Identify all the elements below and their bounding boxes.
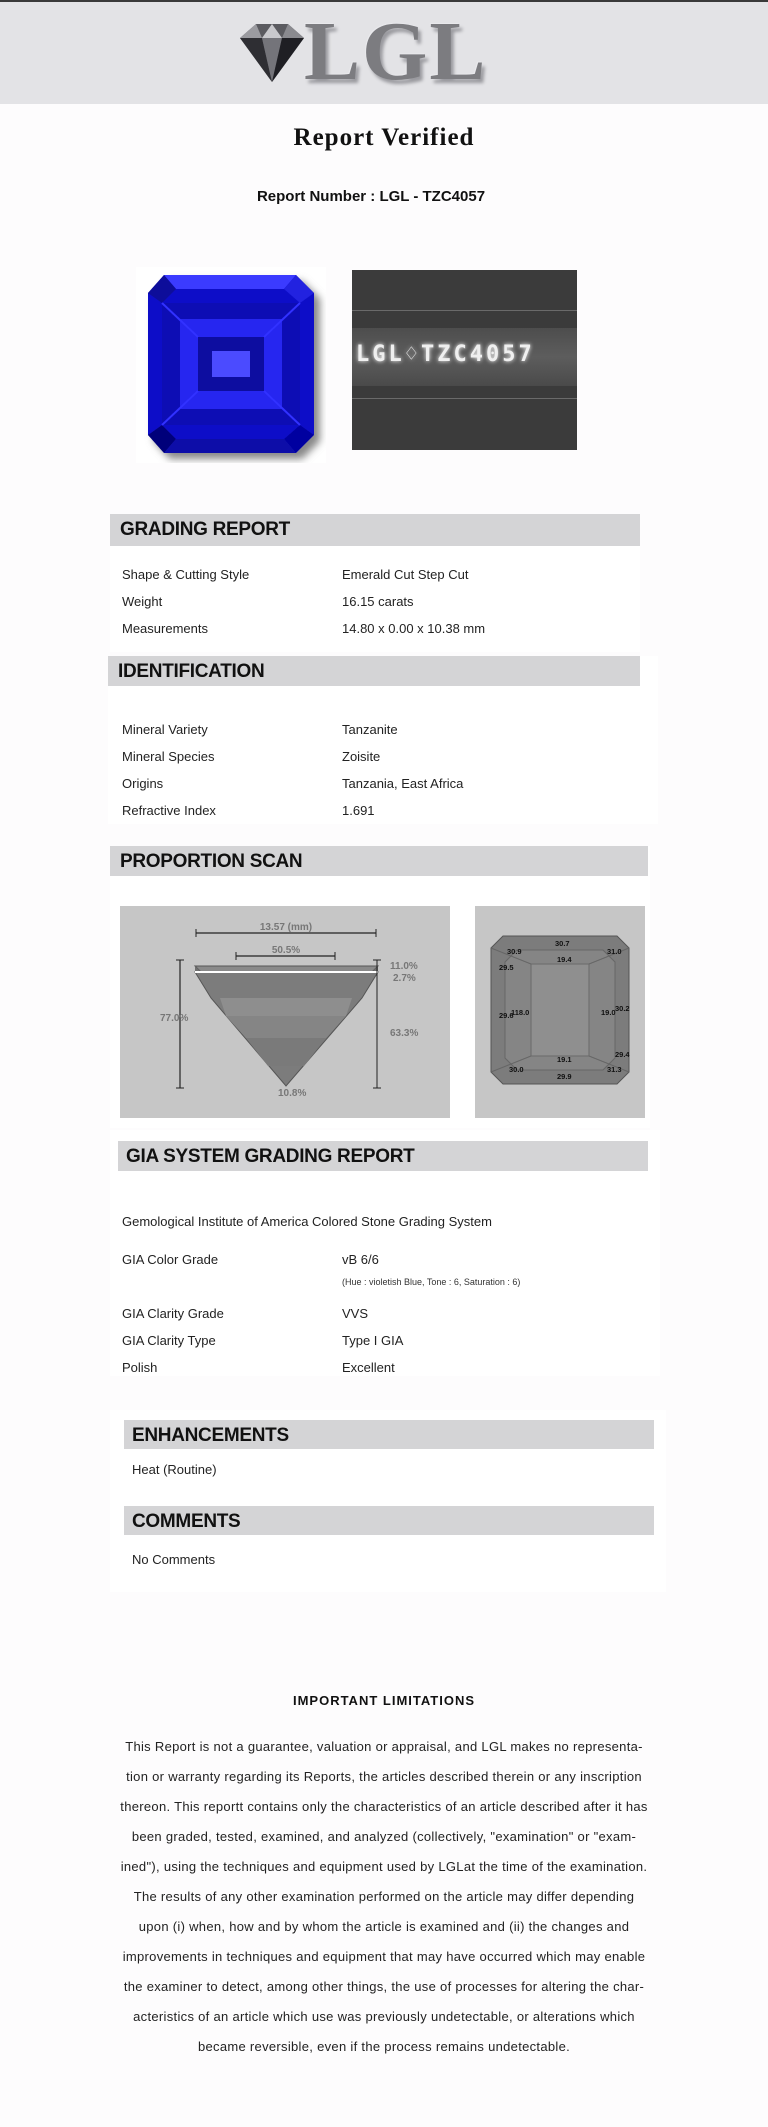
grading-header xyxy=(110,514,640,546)
enhancements-text: Heat (Routine) xyxy=(132,1462,217,1477)
diamond-logo-icon xyxy=(232,22,312,84)
limitations-line: became reversible, even if the process remains undetectable. xyxy=(197,2039,571,2054)
refractive-index-label: Refractive Index xyxy=(122,803,216,818)
crown-pct: 11.0% xyxy=(390,961,418,972)
limitations-line: This Report is not a guarantee, valuation or appraisal, and LGL makes no representa- xyxy=(125,1739,643,1754)
measurements-label: Measurements xyxy=(122,621,208,636)
top-dim: 29.9 xyxy=(557,1072,572,1081)
side-profile-svg xyxy=(120,906,450,1118)
gia-clarity-type-label: GIA Clarity Type xyxy=(122,1333,216,1348)
mineral-variety-value: Tanzanite xyxy=(342,722,398,737)
gia-clarity-type-value: Type I GIA xyxy=(342,1333,404,1348)
width-label: 13.57 (mm) xyxy=(259,922,313,933)
polish-value: Excellent xyxy=(342,1360,395,1375)
table-pct: 50.5% xyxy=(271,945,301,956)
grading-title: GRADING REPORT xyxy=(120,519,290,540)
top-dim: 118.0 xyxy=(511,1008,530,1017)
girdle-pct: 2.7% xyxy=(393,973,416,984)
depth-pct: 77.0% xyxy=(160,1013,189,1024)
limitations-line: acteristics of an article which use was previously undetectable, or alterations which xyxy=(133,2009,635,2024)
gia-header xyxy=(118,1141,648,1171)
top-dim: 29.5 xyxy=(499,963,514,972)
top-dim: 19.1 xyxy=(557,1055,572,1064)
gem-photo xyxy=(136,267,326,463)
gia-clarity-grade-label: GIA Clarity Grade xyxy=(122,1306,224,1321)
gia-title: GIA SYSTEM GRADING REPORT xyxy=(126,1146,415,1167)
identification-header xyxy=(108,656,640,686)
top-dim: 30.9 xyxy=(507,947,522,956)
limitations-line: improvements in techniques and equipment that may have occurred which may enable xyxy=(122,1949,646,1964)
top-dim: 30.2 xyxy=(615,1004,630,1013)
comments-header xyxy=(124,1506,654,1535)
photo-line xyxy=(352,310,577,311)
proportion-header xyxy=(110,846,648,876)
polish-label: Polish xyxy=(122,1360,158,1375)
top-dim: 19.0 xyxy=(601,1008,616,1017)
side-profile-diagram xyxy=(120,906,450,1118)
limitations-line: thereon. This reportt contains only the characteristics of an article described after it has xyxy=(120,1799,648,1814)
limitations-line: upon (i) when, how and by whom the article is examined and (ii) the changes and xyxy=(138,1919,630,1934)
inscription-text: LGL♢TZC4057 xyxy=(356,342,535,367)
top-dim: 30.0 xyxy=(509,1065,524,1074)
gia-system-text: Gemological Institute of America Colored Stone Grading System xyxy=(122,1214,492,1229)
weight-label: Weight xyxy=(122,594,163,609)
gia-color-value: vB 6/6 xyxy=(342,1252,379,1267)
limitations-line: the examiner to detect, among other things, the use of processes for altering the char- xyxy=(123,1979,645,1994)
top-dim: 29.6 xyxy=(499,1011,514,1020)
gia-clarity-grade-value: VVS xyxy=(342,1306,369,1321)
logo-text: LGL xyxy=(304,5,488,98)
refractive-index-value: 1.691 xyxy=(342,803,375,818)
mineral-variety-label: Mineral Variety xyxy=(122,722,208,737)
limitations-title: IMPORTANT LIMITATIONS xyxy=(292,1693,476,1708)
gia-color-detail: (Hue : violetish Blue, Tone : 6, Saturation : 6) xyxy=(342,1277,521,1287)
lgl-logo[interactable] xyxy=(232,5,492,98)
culet-pct: 10.8% xyxy=(278,1088,307,1099)
top-dim: 30.7 xyxy=(555,939,570,948)
top-dim: 29.4 xyxy=(615,1050,630,1059)
origins-value: Tanzania, East Africa xyxy=(342,776,464,791)
top-dim: 31.0 xyxy=(607,947,622,956)
top-dim: 19.4 xyxy=(557,955,572,964)
proportion-title: PROPORTION SCAN xyxy=(120,851,303,872)
limitations-line: The results of any other examination performed on the article may differ depending xyxy=(133,1889,635,1904)
top-dim: 31.3 xyxy=(607,1065,622,1074)
mineral-species-label: Mineral Species xyxy=(122,749,215,764)
limitations-line: tion or warranty regarding its Reports, the articles described therein or any inscription xyxy=(126,1769,642,1784)
comments-title: COMMENTS xyxy=(132,1511,241,1532)
report-number: Report Number : LGL - TZC4057 xyxy=(256,188,486,205)
gia-color-label: GIA Color Grade xyxy=(122,1252,219,1267)
limitations-text xyxy=(116,1732,652,2062)
photo-line xyxy=(352,398,577,399)
limitations-line: ined"), using the techniques and equipment used by LGLat the time of the examination. xyxy=(120,1859,648,1874)
limitations-line: been graded, tested, examined, and analyzed (collectively, "examination" or "exam- xyxy=(131,1829,637,1844)
page-title: Report Verified xyxy=(293,124,475,151)
shape-label: Shape & Cutting Style xyxy=(122,567,250,582)
measurements-value: 14.80 x 0.00 x 10.38 mm xyxy=(342,621,486,636)
mineral-species-value: Zoisite xyxy=(342,749,381,764)
tanzanite-gem-icon xyxy=(136,267,326,463)
shape-value: Emerald Cut Step Cut xyxy=(342,567,469,582)
header-banner xyxy=(0,2,768,104)
enhancements-header xyxy=(124,1420,654,1449)
origins-label: Origins xyxy=(122,776,164,791)
inscription-photo xyxy=(352,270,577,450)
top-view-diagram xyxy=(475,906,645,1118)
enhancements-title: ENHANCEMENTS xyxy=(132,1425,289,1446)
top-view-svg xyxy=(475,906,645,1118)
weight-value: 16.15 carats xyxy=(342,594,414,609)
comments-text: No Comments xyxy=(132,1552,216,1567)
pavilion-pct: 63.3% xyxy=(390,1028,419,1039)
identification-title: IDENTIFICATION xyxy=(118,661,265,682)
